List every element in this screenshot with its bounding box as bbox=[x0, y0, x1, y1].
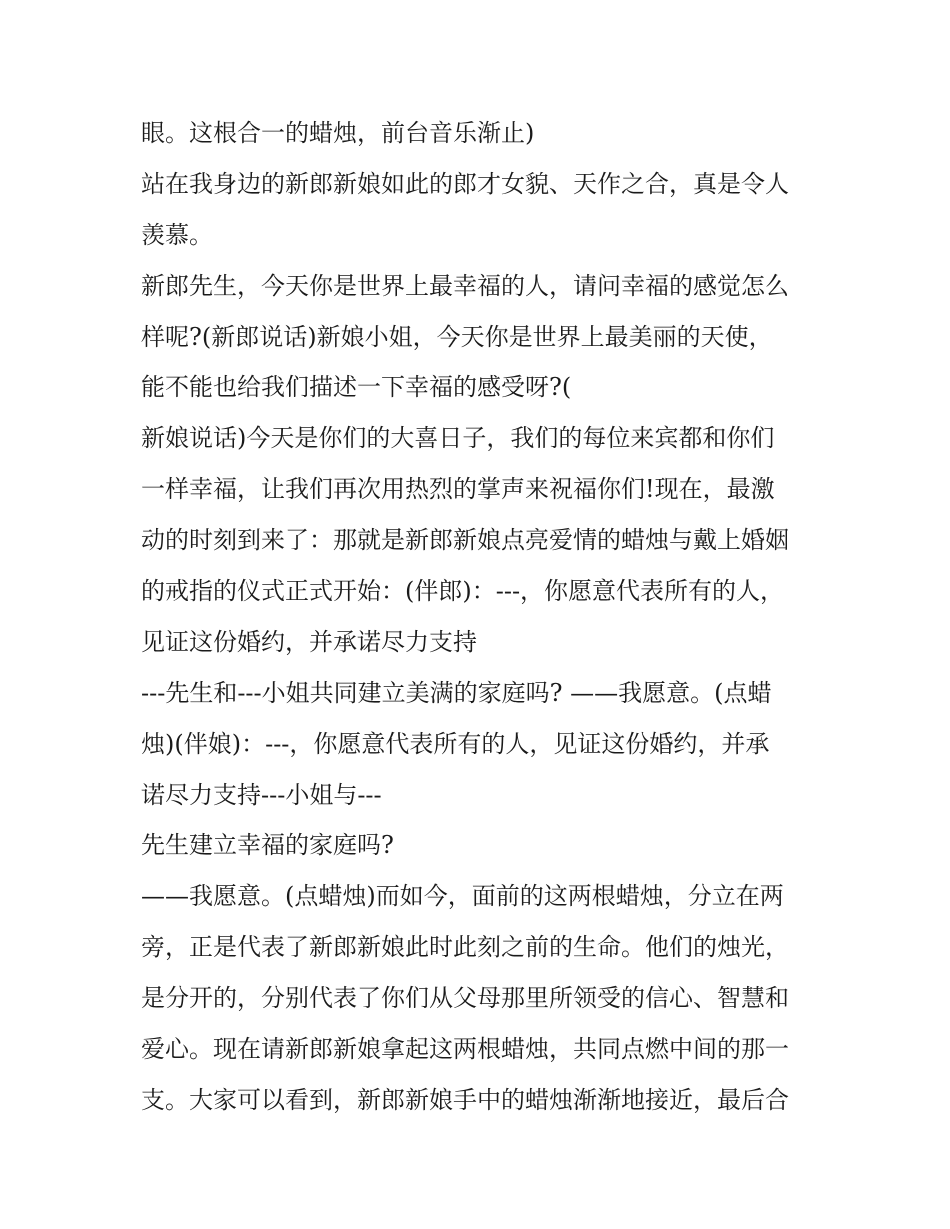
text-line: 是分开的，分别代表了你们从父母那里所领受的信心、智慧和 bbox=[141, 984, 789, 1013]
text-line: 支。大家可以看到，新郎新娘手中的蜡烛渐渐地接近，最后合 bbox=[141, 1085, 789, 1114]
text-line: 的戒指的仪式正式开始：(伴郎)：---，你愿意代表所有的人， bbox=[141, 577, 785, 606]
text-line: 爱心。现在请新郎新娘拿起这两根蜡烛，共同点燃中间的那一 bbox=[141, 1035, 789, 1064]
text-line: 新娘说话)今天是你们的大喜日子，我们的每位来宾都和你们 bbox=[141, 424, 775, 453]
text-line: 能不能也给我们描述一下幸福的感受呀?( bbox=[141, 373, 572, 402]
text-line: 诺尽力支持---小姐与--- bbox=[141, 780, 382, 809]
text-line: 烛)(伴娘)：---，你愿意代表所有的人，见证这份婚约，并承 bbox=[141, 729, 770, 758]
text-line: 羡慕。 bbox=[141, 220, 213, 249]
text-line: 旁，正是代表了新郎新娘此时此刻之前的生命。他们的烛光， bbox=[141, 933, 789, 962]
text-line: 眼。这根合一的蜡烛，前台音乐渐止) bbox=[141, 119, 535, 147]
text-line: ---先生和---小姐共同建立美满的家庭吗? ——我愿意。(点蜡 bbox=[141, 678, 772, 707]
text-line: 见证这份婚约，并承诺尽力支持 bbox=[141, 627, 477, 656]
text-line: 站在我身边的新郎新娘如此的郎才女貌、天作之合，真是令人 bbox=[141, 169, 789, 198]
text-line: 动的时刻到来了：那就是新郎新娘点亮爱情的蜡烛与戴上婚姻 bbox=[141, 526, 789, 555]
body-text bbox=[141, 108, 831, 1126]
text-line: 新郎先生，今天你是世界上最幸福的人，请问幸福的感觉怎么 bbox=[141, 271, 789, 300]
text-line: 样呢?(新郎说话)新娘小姐，今天你是世界上最美丽的天使， bbox=[141, 322, 773, 351]
text-line: 一样幸福，让我们再次用热烈的掌声来祝福你们!现在，最激 bbox=[141, 475, 775, 504]
text-line: ——我愿意。(点蜡烛)而如今，面前的这两根蜡烛，分立在两 bbox=[141, 882, 784, 911]
text-line: 先生建立幸福的家庭吗? bbox=[141, 831, 394, 860]
